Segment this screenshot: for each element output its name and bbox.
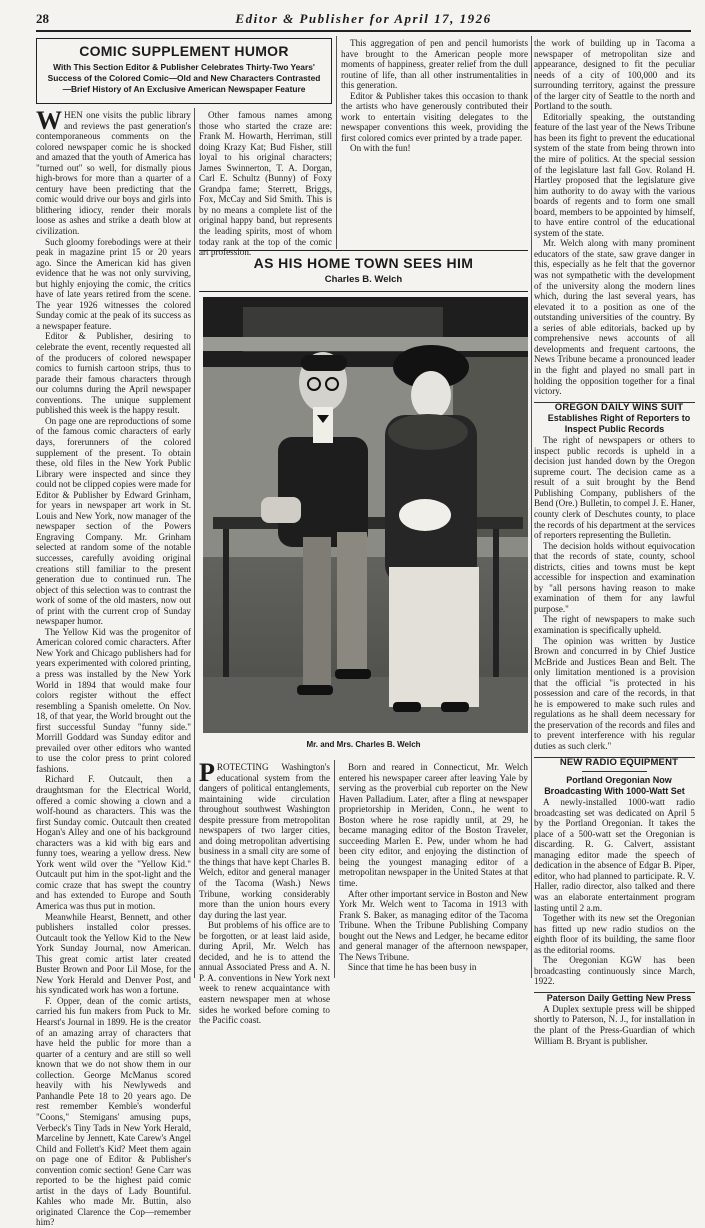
article-paragraph: Editor & Publisher, desiring to celebrate the event, recently requested all of the producers of colored newspaper comics to furnish cartoon strips, thus to parade their famous characters through our columns during the April newspaper conventions. The unique supplement published this week is the happy result. — [36, 331, 191, 416]
comic-article-col-2 — [199, 110, 332, 258]
article-paragraph: Such gloomy forebodings were at their peak in magazine print 15 or 20 years ago. Since the American kid has given evidence that he was not only surviving, but highly enjoying the comic, the critics have of late years retired from the scene. The year 1926 witnesses the colored Sunday comic at the peak of its success as a newspaper feature. — [36, 236, 191, 331]
comic-headline: COMIC SUPPLEMENT HUMOR — [79, 43, 289, 59]
comic-deck-line: With This Section Editor & Publisher Celebrates Thirty-Two Years' — [53, 62, 315, 72]
page-number: 28 — [36, 11, 49, 26]
article-paragraph: On page one are reproductions of some of the famous comic characters of early days, forerunners of the colored supplement of the present. To obtain these, old files in the New York Public Library were inspected and since they could not be clipped copies were made for Editor & Publisher by Edward Grinham, for years in newspaper art work in St. Louis and New York, now manager of the newspaper section of the Powers Engraving Company. Mr. Grinham selected at random some of the notable successes, carefully avoiding original creations still familiar to the present generation due to continued run. The object of this selection was to contrast the work of some of the old masters, now out of print with the current crop of Sunday newspaper humor. — [36, 415, 191, 627]
right-column — [534, 38, 695, 1046]
column-rule — [194, 108, 195, 978]
article-paragraph: The Yellow Kid was the progenitor of American colored comic characters. After New York and Chicago publishers had for years experimented with colored printing, a press was installed by the New York World in 1894 that would make four colors register without the effect resembling a Spanish omelette. On Nov. 18, of that year, the World brought out the first successful Sunday "funny side." Morrill Goddard was Sunday editor and prevailed over other editors who wanted to use the color press to print colored fashions. — [36, 626, 191, 774]
article-paragraph: Meanwhile Hearst, Bennett, and other publishers installed color presses. Outcault took the Yellow Kid to the New York Sunday Journal, now American. This great comic artist later created Buster Brown and Poor Lil Mose, for the New York Herald and Denver Post, and his syndicated work has won a fortune. — [36, 911, 191, 996]
lead-paragraph — [36, 106, 191, 237]
article-paragraph: But problems of his office are to be forgotten, or at least laid aside, during April, Mr. Welch has decided, and he is to attend the annual Associated Press and A. N. P. A. conventions in New York next week to renew acquaintance with eastern newspaper men at whose sides he worked before coming to the Pacific coast. — [199, 920, 330, 1026]
section-rule — [582, 771, 646, 772]
article-paragraph: After other important service in Boston and New York Mr. Welch went to Tacoma in 1913 with Frank S. Baker, as managing editor of the Tacoma Tribune. When the Tribune Publishing Company bought out the News and Ledger, he became editor and general manager of the afternoon newspaper, The News Tribune. — [339, 888, 528, 962]
section-subhead: Establishes Right of Reporters to Inspect Public Records — [547, 413, 691, 435]
welch-article-col-2 — [339, 762, 528, 978]
welch-byline: Charles B. Welch — [324, 274, 403, 285]
page-header — [36, 11, 691, 27]
column-rule — [531, 36, 532, 978]
welch-photo — [203, 297, 528, 733]
article-paragraph: The decision holds without equivocation that the records of state, county, school districts, cities and towns must be kept accessible for inspection and examination by "all persons having reason to make examination of them for any lawful purpose." — [534, 540, 695, 614]
comic-headline-box — [36, 38, 332, 104]
article-paragraph: This aggregation of pen and pencil humorists have brought to the American people more moments of happiness, greater relief from the dull routine of life, than all other instrumentalities in this generation. — [341, 38, 528, 91]
lead-paragraph-text: ROTECTING Washington's educational system from the dangers of political entanglements, maintaining wide circulation throughout southwest Washington despite pressure from metropolitan newspapers of two larger cities, and doing metropolitan advertising business in a small city are some of the things that have kept Charles B. Welch, editor and general manager of the Tacoma (Wash.) News Tribune, working considerably more than the union hours every day during the last year. — [199, 762, 330, 920]
column-rule — [334, 760, 335, 978]
article-paragraph: Richard F. Outcault, then a draughtsman for the Electrical World, offered a comic showing a clown and a wolf-hound as characters. This was the first Sunday comic. Outcault then created Hogan's Alley and one of his background characters was a kid with big ears and funny toes, wearing a yellow dress. New York went wild over the "Yellow Kid." Outcault put him in the spot-light and the comic craze that has swept the country and has extended to Europe and South America was thus put in motion. — [36, 774, 191, 912]
section-subhead: Paterson Daily Getting New Press — [546, 992, 692, 1003]
lead-paragraph-text: HEN one visits the public library and reviews the past generation's contemporaneous comments on the colored newspaper comic he is shocked and amazed that the youth of America has "turned out" so well, for dismally pious high-brows for more than a quarter of a century have been predicting that the comic would drive our boys and girls into blithering idiocy, render their morals loose as ashes and strike a death blow at civilization. — [36, 110, 191, 237]
welch-headline-box — [199, 250, 528, 292]
comic-article-col-3 — [341, 38, 528, 248]
article-paragraph: Together with its new set the Oregonian has fitted up new radio studios on the eighth floor of its building, the same floor as the editorial rooms. — [534, 913, 695, 955]
article-paragraph: F. Opper, dean of the comic artists, carried his fun makers from Puck to Mr. Hearst's Journal in 1899. He is the creator of an amazing array of characters that have held the public for more than a quarter of a century and are still so well known that we do not show them in our collection. George McManus scored heavily with his Newlyweds and Panhandle Pete 18 to 20 years ago. De rest remember Kemble's wonderful "Coons," Stemigans' amusing pups, Verbeck's Tiny Tads in New York Herald, Marceline by Jennett, Kate Carew's Angel Child and Follett's Kid? Meet them again on page one of Editor & Publisher's convention comic section! Gene Carr was reported to be the highest paid comic artist in the days of Lady Bountiful. Kahles who made Mr. Buttin, also originated Clarence the Cop—remember him? — [36, 995, 191, 1228]
column-rule — [336, 36, 337, 249]
article-paragraph: the work of building up in Tacoma a newspaper of metropolitan size and appearance, designed to fit the peculiar needs of a city of 100,000 and its surrounding territory, against the pressure of the larger city of Seattle to the north and Portland to the south. — [534, 38, 695, 112]
welch-article-col-1 — [199, 758, 330, 1026]
article-paragraph: Editor & Publisher takes this occasion to thank the artists who have generously contributed their work to entertain visiting delegates to the newspaper conventions this week, providing the first colored comics ever printed by a trade paper. — [341, 90, 528, 143]
section-headline: NEW RADIO EQUIPMENT — [559, 756, 679, 768]
comic-deck — [37, 62, 331, 95]
article-paragraph: A newly-installed 1000-watt radio broadcasting set was dedicated on April 5 by the Portland Oregonian. It takes the place of a 500-watt set the Oregonian is discarding. R. G. Calvert, assistant managing editor made the speech of dedication in the absence of Edgar B. Piper, editor, who had planned to participate. R. V. Haller, radio director, also talked and there was an elaborate entertainment program lasting until 2 a.m. — [534, 797, 695, 913]
article-paragraph: On with the fun! — [350, 143, 411, 154]
comic-deck-line: Success of the Colored Comic—Old and New Characters Contrasted — [47, 73, 321, 83]
welch-headline: AS HIS HOME TOWN SEES HIM — [253, 255, 474, 271]
drop-cap: P — [199, 758, 215, 787]
article-paragraph: The right of newspapers or others to inspect public records is upheld in a decision just handed down by the Oregon supreme court. The decision came as a result of a suit brought by the Bend Publishing Company, publishers of the Bend (Ore.) Bulletin, to compel J. E. Haner, county clerk of Deschutes county, to place the records of his department at the services of reporters representing the Bulletin. — [534, 435, 695, 541]
article-paragraph: The opinion was written by Justice Brown and concurred in by Chief Justice McBride and Justices Bean and Belt. The only limitation mentioned is a provision that the official "is protected in his possession and care of the records, in that he is empowered to make such rules and regulations as he shall deem necessary for the preservation of the records and files and to prevent interference with his regular duties as such clerk." — [534, 635, 695, 751]
article-paragraph: A Duplex sextuple press will be shipped shortly to Paterson, N. J., for installation in the plant of the Press-Guardian of which William B. Bryant is publisher. — [534, 1003, 695, 1046]
running-title: Editor & Publisher for April 17, 1926 — [235, 11, 492, 26]
article-paragraph: Editorially speaking, the outstanding feature of the last year of the News Tribune has been its fight to prevent the educational system of the state from being thrown into the mire of politics. At the special session of the legislature last fall Gov. Roland H. Hartley proposed that the legislature give him authority to do away with the various boards of regents and to form one small board, members to be appointed by himself, to have entire control of the educational system of the state. — [534, 111, 695, 238]
lead-paragraph — [199, 758, 330, 920]
comic-deck-line: —Brief History of An Exclusive American Newspaper Feature — [62, 84, 306, 94]
article-paragraph: The Oregonian KGW has been broadcasting continuously since March, 1922. — [534, 955, 695, 987]
article-paragraph: Mr. Welch along with many prominent educators of the state, saw grave danger in this, especially as he felt that the governor was not sympathetic with the development of the university along the modern lines which, during the last several years, has elevated it to a position as one of the outstanding universities of the country. By a series of able editorials, backed up by comprehensive news accounts of all developments and frequent cartoons, the News Tribune became a pronounced leader in the fight and played no small part in holding the opposition together for a final victory. — [534, 238, 695, 397]
article-paragraph: The right of newspapers to make such examination is specifically upheld. — [534, 614, 695, 635]
article-paragraph: Since that time he has been busy in — [348, 962, 477, 973]
article-paragraph: Born and reared in Connecticut, Mr. Welch entered his newspaper career after leaving Yale by serving as the proverbial cub reporter on the New Haven Palladium. Later, after a fling at newspaper proprietorship in Meriden, Conn., he went to Boston where he rose rapidly until, at 29, he became managing editor of the Boston Traveler, succeeding Marlen E. Pew, under whom he had been city editor, and enjoying the distinction of being the youngest managing editor of a metropolitan newspaper in the United States at that time. — [339, 762, 528, 889]
comic-article-col-1 — [36, 106, 191, 1228]
photo-caption: Mr. and Mrs. Charles B. Welch — [306, 740, 421, 749]
section-headline: OREGON DAILY WINS SUIT — [554, 401, 684, 413]
section-subhead: Portland Oregonian Now Broadcasting With 1000-Watt Set — [544, 775, 685, 797]
drop-cap: W — [36, 106, 62, 135]
header-rule — [36, 30, 691, 32]
article-paragraph: Other famous names among those who started the craze are: Frank M. Howarth, Herriman, still doing Krazy Kat; Bud Fisher, still loyal to his original characters; James Swinnerton, T. A. Dorgan, Carl E. Schultz (Bunny) of Foxy Grandpa fame; Sterrett, Briggs, Fox, McCay and Sid Smith. This is by no means a complete list of the original happy band, but represents the leading spirits, most of whom today rank at the top of the comic art profession. — [199, 110, 332, 258]
